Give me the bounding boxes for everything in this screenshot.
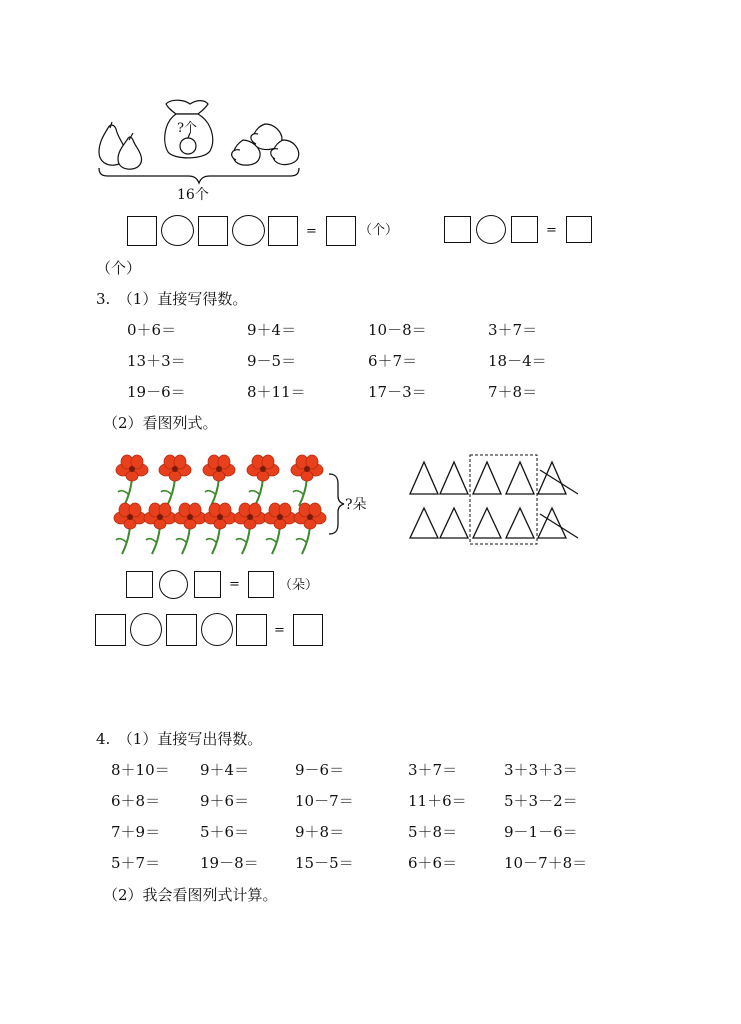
operator-circle[interactable]	[232, 215, 265, 246]
q3-problem: 0＋6＝	[127, 321, 177, 339]
pear-icon	[118, 133, 142, 169]
q3-problem: 18－4＝	[488, 352, 547, 370]
equals-sign: =	[274, 623, 285, 638]
equals-sign: =	[546, 223, 557, 238]
q3-problem: 10－8＝	[368, 321, 427, 339]
answer-box[interactable]	[236, 614, 267, 646]
answer-box[interactable]	[444, 216, 471, 243]
answer-box[interactable]	[166, 614, 197, 646]
answer-box[interactable]	[95, 614, 126, 646]
answer-box[interactable]	[127, 216, 157, 246]
q3-problem: 6＋7＝	[368, 352, 418, 370]
equals-sign: =	[306, 224, 317, 239]
q4-problem: 10－7＝	[295, 792, 354, 810]
q4-problem: 5＋3－2＝	[504, 792, 578, 810]
triangle-icon	[410, 462, 438, 494]
triangle-icon	[440, 462, 468, 494]
q4-problem: 3＋3＋3＝	[504, 761, 578, 779]
operator-circle[interactable]	[130, 613, 162, 646]
q3-problem: 9－5＝	[247, 352, 297, 370]
flower-count-label: ?朵	[345, 497, 367, 513]
q4-problem: 5＋7＝	[111, 854, 161, 872]
operator-circle[interactable]	[161, 215, 194, 246]
fruit-figure	[0, 0, 741, 210]
answer-box[interactable]	[248, 571, 274, 598]
q3-problem: 9＋4＝	[247, 321, 297, 339]
total-label: 16个	[177, 187, 209, 203]
triangle-icon	[440, 508, 468, 538]
triangle-icon	[410, 508, 438, 538]
q4-problem: 9＋8＝	[295, 823, 345, 841]
operator-circle[interactable]	[159, 570, 188, 599]
q4-problem: 9＋6＝	[200, 792, 250, 810]
q4-problem: 5＋6＝	[200, 823, 250, 841]
q3-sub2-heading: （2）看图列式。	[103, 414, 218, 432]
q3-heading: 3. （1）直接写得数。	[96, 290, 248, 308]
q4-problem: 6＋6＝	[408, 854, 458, 872]
q3-problem: 7＋8＝	[488, 383, 538, 401]
unit-label: （朵）	[279, 578, 319, 593]
equals-sign: =	[229, 577, 240, 592]
operator-circle[interactable]	[201, 613, 233, 646]
q4-problem: 11＋6＝	[408, 792, 467, 810]
q4-sub2-heading: （2）我会看图列式计算。	[103, 886, 278, 904]
unit-label: （个）	[96, 259, 142, 277]
q4-problem: 9－6＝	[295, 761, 345, 779]
triangle-icon	[506, 462, 534, 494]
triangle-icon	[473, 508, 501, 538]
q4-problem: 6＋8＝	[111, 792, 161, 810]
q4-problem: 7＋9＝	[111, 823, 161, 841]
q3-problem: 17－3＝	[368, 383, 427, 401]
q4-problem: 8＋10＝	[111, 761, 170, 779]
q4-problem: 15－5＝	[295, 854, 354, 872]
operator-circle[interactable]	[476, 215, 506, 244]
q4-problem: 19－8＝	[200, 854, 259, 872]
brace-icon	[99, 168, 299, 183]
q3-problem: 13＋3＝	[127, 352, 186, 370]
unit-label: （个）	[359, 223, 399, 238]
q4-problem: 3＋7＝	[408, 761, 458, 779]
q3-problem: 8＋11＝	[247, 383, 306, 401]
triangle-icon	[506, 508, 534, 538]
q4-problem: 9＋4＝	[200, 761, 250, 779]
answer-box[interactable]	[268, 216, 298, 246]
answer-box[interactable]	[194, 571, 221, 598]
answer-box[interactable]	[566, 216, 592, 243]
bag-label: ?个	[177, 121, 197, 136]
triangle-figure	[0, 450, 741, 550]
q3-problem: 19－6＝	[127, 383, 186, 401]
q4-problem: 10－7＋8＝	[504, 854, 588, 872]
triangle-icon	[538, 508, 566, 538]
answer-box[interactable]	[511, 216, 538, 243]
q4-problem: 5＋8＝	[408, 823, 458, 841]
q4-problem: 9－1－6＝	[504, 823, 578, 841]
q3-problem: 3＋7＝	[488, 321, 538, 339]
triangle-icon	[473, 462, 501, 494]
answer-box[interactable]	[126, 571, 153, 598]
answer-box[interactable]	[293, 614, 323, 646]
q4-heading: 4. （1）直接写出得数。	[96, 730, 263, 748]
answer-box[interactable]	[326, 216, 356, 246]
answer-box[interactable]	[198, 216, 228, 246]
